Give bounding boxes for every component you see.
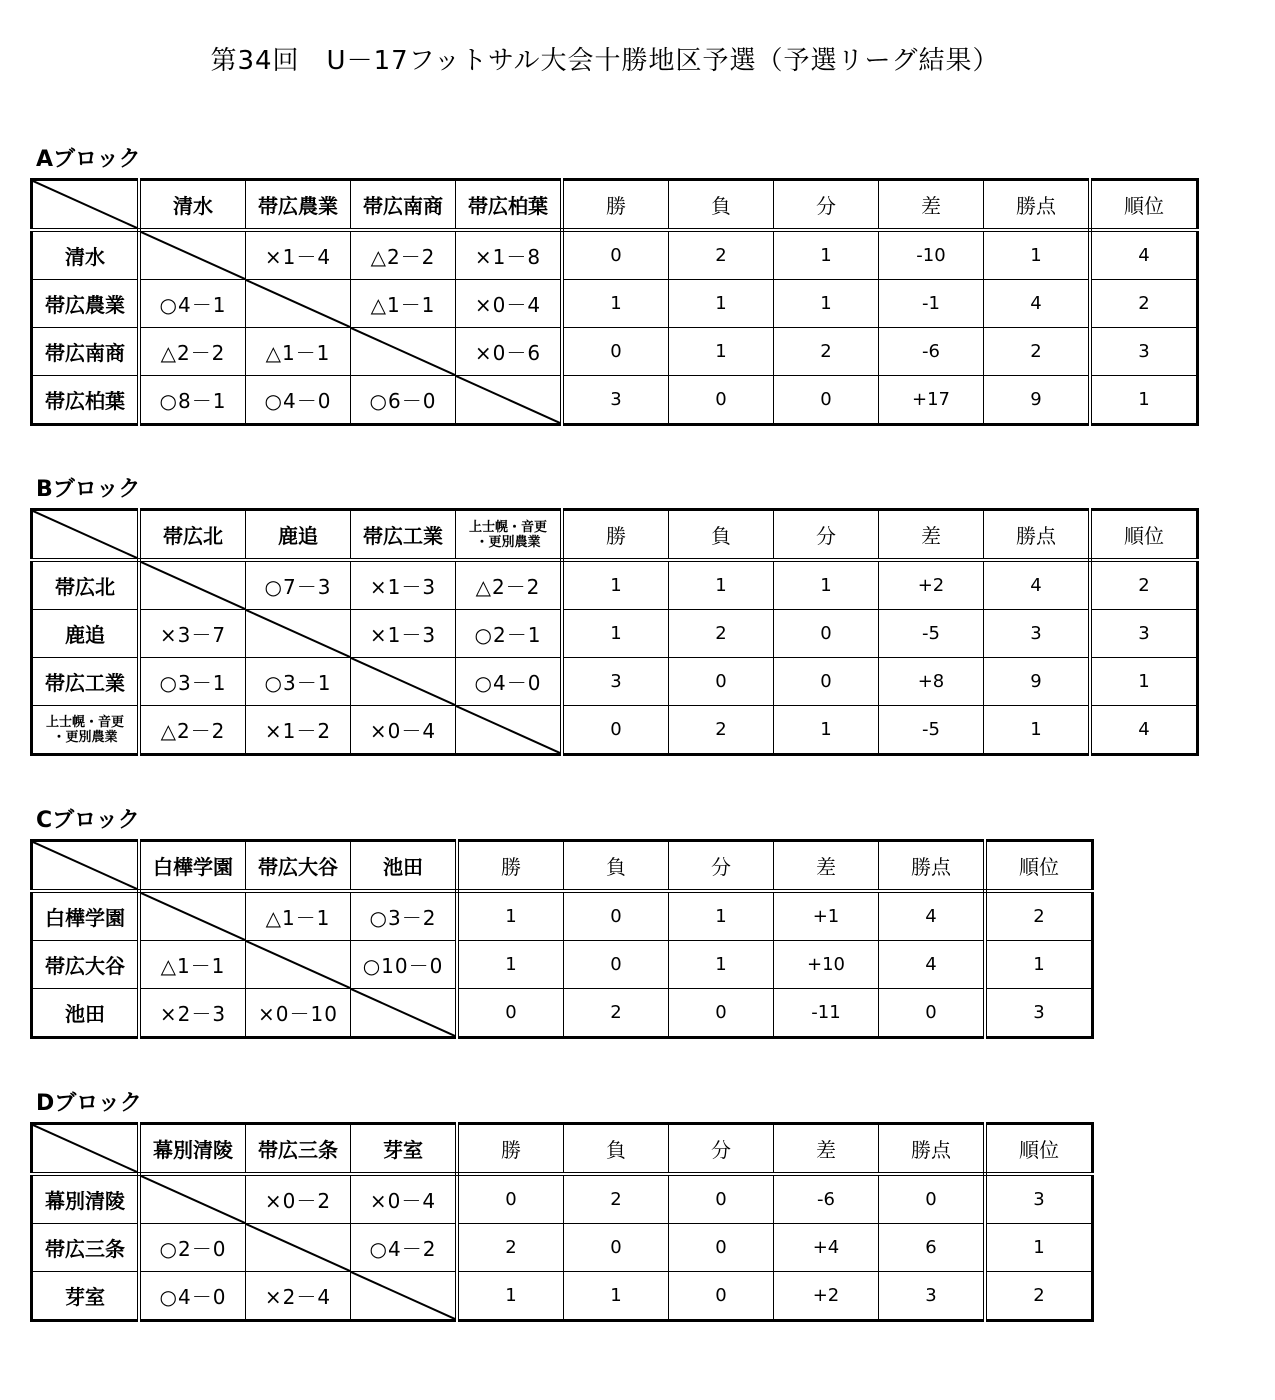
stat-cell: 2: [1090, 560, 1198, 610]
stat-cell: 1: [1090, 658, 1198, 706]
match-result-cell: ○8－1: [139, 376, 246, 425]
match-result-cell: △2－2: [351, 230, 456, 280]
self-match-cell: [139, 891, 246, 941]
self-match-cell: [351, 328, 456, 376]
stat-cell: 1: [669, 280, 774, 328]
table-row: [32, 989, 1093, 1038]
self-match-cell: [351, 989, 458, 1038]
stat-column-header: 勝点: [984, 180, 1091, 231]
stat-cell: 3: [1090, 610, 1198, 658]
stat-column-header: 差: [774, 841, 879, 892]
stat-cell: 1: [985, 941, 1093, 989]
team-row-header: 帯広三条: [32, 1224, 140, 1272]
match-result-cell: △2－2: [139, 328, 246, 376]
stat-cell: 2: [774, 328, 879, 376]
match-result-cell: △1－1: [246, 891, 351, 941]
table-row: [32, 1272, 1093, 1321]
stat-cell: 0: [562, 230, 669, 280]
stat-column-header: 順位: [1090, 510, 1198, 561]
table-corner: [32, 841, 140, 892]
team-row-header: 帯広北: [32, 560, 140, 610]
match-result-cell: ○2－1: [456, 610, 563, 658]
stat-cell: 4: [984, 560, 1091, 610]
stat-cell: 3: [985, 989, 1093, 1038]
table-corner: [32, 510, 140, 561]
stat-cell: 1: [564, 1272, 669, 1321]
match-result-cell: ×2－4: [246, 1272, 351, 1321]
stat-column-header: 分: [774, 180, 879, 231]
team-row-header: 鹿追: [32, 610, 140, 658]
stat-column-header: 勝: [562, 510, 669, 561]
team-row-header: 帯広農業: [32, 280, 140, 328]
stat-cell: 3: [562, 658, 669, 706]
team-name-multiline: 上士幌・音更 ・更別農業: [45, 714, 124, 745]
stat-cell: +4: [774, 1224, 879, 1272]
stat-column-header: 差: [774, 1124, 879, 1175]
stat-cell: +2: [879, 560, 984, 610]
stat-cell: 2: [1090, 280, 1198, 328]
stat-cell: 0: [669, 989, 774, 1038]
stat-cell: +10: [774, 941, 879, 989]
stat-cell: 4: [1090, 706, 1198, 755]
stat-cell: 4: [1090, 230, 1198, 280]
self-match-cell: [139, 560, 246, 610]
match-result-cell: ○3－1: [246, 658, 351, 706]
stat-cell: -6: [879, 328, 984, 376]
team-row-header: 帯広工業: [32, 658, 140, 706]
block-title: Aブロック: [36, 147, 141, 172]
stat-cell: 2: [564, 1174, 669, 1224]
stat-cell: 0: [564, 1224, 669, 1272]
team-column-header: 帯広北: [139, 510, 246, 561]
stat-column-header: 勝点: [879, 1124, 986, 1175]
stat-cell: 1: [774, 706, 879, 755]
team-row-header: 帯広柏葉: [32, 376, 140, 425]
team-column-header: 白樺学園: [139, 841, 246, 892]
match-result-cell: ×0－2: [246, 1174, 351, 1224]
stat-cell: 0: [774, 658, 879, 706]
stat-cell: 0: [457, 989, 564, 1038]
block-d: [30, 1086, 1094, 1322]
stat-column-header: 分: [774, 510, 879, 561]
stat-column-header: 勝点: [879, 841, 986, 892]
stat-column-header: 勝点: [984, 510, 1091, 561]
table-corner: [32, 1124, 140, 1175]
stat-column-header: 負: [564, 1124, 669, 1175]
self-match-cell: [351, 1272, 458, 1321]
stat-cell: 2: [669, 706, 774, 755]
stat-cell: 0: [562, 706, 669, 755]
self-match-cell: [139, 1174, 246, 1224]
stat-cell: 3: [879, 1272, 986, 1321]
stat-cell: 0: [774, 610, 879, 658]
self-match-cell: [351, 658, 456, 706]
match-result-cell: ×1－4: [246, 230, 351, 280]
stat-cell: 3: [985, 1174, 1093, 1224]
table-row: [32, 280, 1198, 328]
match-result-cell: ×1－8: [456, 230, 563, 280]
match-result-cell: ×3－7: [139, 610, 246, 658]
block-title: Bブロック: [36, 477, 141, 502]
stat-column-header: 差: [879, 510, 984, 561]
stat-cell: 2: [669, 230, 774, 280]
table-row: [32, 230, 1198, 280]
table-row: [32, 376, 1198, 425]
team-column-header: 帯広大谷: [246, 841, 351, 892]
self-match-cell: [456, 376, 563, 425]
team-row-header: 幕別清陵: [32, 1174, 140, 1224]
self-match-cell: [246, 941, 351, 989]
stat-cell: 0: [669, 658, 774, 706]
stat-cell: 0: [457, 1174, 564, 1224]
stat-cell: 6: [879, 1224, 986, 1272]
table-row: [32, 941, 1093, 989]
stat-cell: -5: [879, 706, 984, 755]
match-result-cell: △1－1: [139, 941, 246, 989]
match-result-cell: ○2－0: [139, 1224, 246, 1272]
stat-cell: +2: [774, 1272, 879, 1321]
team-row-header: [32, 706, 140, 755]
match-result-cell: ×0－4: [351, 1174, 458, 1224]
stat-cell: 0: [669, 1174, 774, 1224]
match-result-cell: ×1－2: [246, 706, 351, 755]
block-c: [30, 803, 1094, 1039]
match-result-cell: ○4－2: [351, 1224, 458, 1272]
stat-cell: 3: [562, 376, 669, 425]
league-table: [30, 1122, 1094, 1322]
match-result-cell: ×0－4: [351, 706, 456, 755]
match-result-cell: ×1－3: [351, 610, 456, 658]
stat-cell: 1: [562, 560, 669, 610]
table-corner: [32, 180, 140, 231]
stat-cell: 2: [564, 989, 669, 1038]
team-column-header: 帯広農業: [246, 180, 351, 231]
match-result-cell: ○6－0: [351, 376, 456, 425]
self-match-cell: [246, 1224, 351, 1272]
team-row-header: 池田: [32, 989, 140, 1038]
stat-cell: -6: [774, 1174, 879, 1224]
team-column-header: 芽室: [351, 1124, 458, 1175]
stat-cell: -1: [879, 280, 984, 328]
stat-cell: 1: [562, 610, 669, 658]
match-result-cell: ○4－0: [456, 658, 563, 706]
self-match-cell: [246, 610, 351, 658]
stat-cell: 1: [774, 280, 879, 328]
stat-column-header: 分: [669, 1124, 774, 1175]
self-match-cell: [456, 706, 563, 755]
stat-cell: 2: [985, 1272, 1093, 1321]
stat-cell: -5: [879, 610, 984, 658]
stat-cell: 1: [562, 280, 669, 328]
stat-cell: 0: [562, 328, 669, 376]
team-column-header: [456, 510, 563, 561]
stat-cell: 1: [669, 328, 774, 376]
table-row: [32, 658, 1198, 706]
stat-cell: 1: [669, 941, 774, 989]
stat-cell: 2: [457, 1224, 564, 1272]
stat-cell: 1: [669, 891, 774, 941]
stat-cell: 1: [984, 706, 1091, 755]
team-row-header: 帯広大谷: [32, 941, 140, 989]
table-row: [32, 706, 1198, 755]
match-result-cell: ○7－3: [246, 560, 351, 610]
match-result-cell: ○3－2: [351, 891, 458, 941]
stat-cell: 4: [879, 941, 986, 989]
stat-cell: 0: [669, 1272, 774, 1321]
league-table: [30, 839, 1094, 1039]
match-result-cell: ○4－0: [246, 376, 351, 425]
stat-cell: 1: [669, 560, 774, 610]
stat-column-header: 順位: [985, 841, 1093, 892]
match-result-cell: △2－2: [456, 560, 563, 610]
team-column-header: 帯広工業: [351, 510, 456, 561]
stat-column-header: 負: [564, 841, 669, 892]
match-result-cell: △1－1: [246, 328, 351, 376]
match-result-cell: ×0－10: [246, 989, 351, 1038]
stat-cell: 0: [669, 1224, 774, 1272]
stat-column-header: 勝: [457, 841, 564, 892]
block-title: Dブロック: [36, 1091, 142, 1116]
match-result-cell: ○10－0: [351, 941, 458, 989]
stat-cell: +1: [774, 891, 879, 941]
stat-cell: 1: [774, 230, 879, 280]
stat-cell: 1: [774, 560, 879, 610]
self-match-cell: [139, 230, 246, 280]
stat-cell: 2: [984, 328, 1091, 376]
stat-cell: -11: [774, 989, 879, 1038]
stat-cell: 0: [669, 376, 774, 425]
stat-cell: 0: [879, 989, 986, 1038]
stat-cell: 3: [1090, 328, 1198, 376]
stat-cell: 0: [774, 376, 879, 425]
team-row-header: 芽室: [32, 1272, 140, 1321]
stat-cell: 0: [879, 1174, 986, 1224]
team-column-header: 幕別清陵: [139, 1124, 246, 1175]
table-row: [32, 560, 1198, 610]
stat-cell: 1: [457, 1272, 564, 1321]
block-b: [30, 472, 1199, 756]
stat-column-header: 勝: [457, 1124, 564, 1175]
match-result-cell: ×0－6: [456, 328, 563, 376]
stat-cell: 4: [984, 280, 1091, 328]
stat-cell: 1: [984, 230, 1091, 280]
stat-column-header: 差: [879, 180, 984, 231]
stat-column-header: 順位: [985, 1124, 1093, 1175]
stat-cell: +8: [879, 658, 984, 706]
stat-cell: 0: [564, 941, 669, 989]
page-title: 第34回 U－17フットサル大会十勝地区予選（予選リーグ結果）: [210, 46, 1000, 76]
team-column-header: 池田: [351, 841, 458, 892]
table-row: [32, 891, 1093, 941]
team-row-header: 清水: [32, 230, 140, 280]
match-result-cell: ×1－3: [351, 560, 456, 610]
self-match-cell: [246, 280, 351, 328]
stat-column-header: 負: [669, 180, 774, 231]
stat-cell: 1: [457, 891, 564, 941]
team-column-header: 清水: [139, 180, 246, 231]
stat-cell: 2: [669, 610, 774, 658]
stat-column-header: 勝: [562, 180, 669, 231]
table-row: [32, 610, 1198, 658]
team-row-header: 白樺学園: [32, 891, 140, 941]
table-row: [32, 1224, 1093, 1272]
match-result-cell: ○4－1: [139, 280, 246, 328]
match-result-cell: △2－2: [139, 706, 246, 755]
match-result-cell: △1－1: [351, 280, 456, 328]
block-title: Cブロック: [36, 808, 140, 833]
table-row: [32, 1174, 1093, 1224]
team-name-multiline: 上士幌・音更 ・更別農業: [468, 519, 547, 550]
stat-cell: 0: [564, 891, 669, 941]
team-column-header: 帯広南商: [351, 180, 456, 231]
stat-cell: 1: [985, 1224, 1093, 1272]
stat-cell: 4: [879, 891, 986, 941]
stat-cell: -10: [879, 230, 984, 280]
team-column-header: 鹿追: [246, 510, 351, 561]
team-column-header: 帯広柏葉: [456, 180, 563, 231]
league-table: [30, 178, 1199, 426]
stat-cell: 9: [984, 376, 1091, 425]
match-result-cell: ○4－0: [139, 1272, 246, 1321]
match-result-cell: ×0－4: [456, 280, 563, 328]
match-result-cell: ○3－1: [139, 658, 246, 706]
match-result-cell: ×2－3: [139, 989, 246, 1038]
stat-cell: 2: [985, 891, 1093, 941]
stat-column-header: 負: [669, 510, 774, 561]
stat-cell: 1: [1090, 376, 1198, 425]
stat-column-header: 分: [669, 841, 774, 892]
stat-cell: 9: [984, 658, 1091, 706]
block-a: [30, 142, 1199, 426]
team-row-header: 帯広南商: [32, 328, 140, 376]
team-column-header: 帯広三条: [246, 1124, 351, 1175]
stat-cell: +17: [879, 376, 984, 425]
table-row: [32, 328, 1198, 376]
stat-cell: 1: [457, 941, 564, 989]
league-table: [30, 508, 1199, 756]
stat-cell: 3: [984, 610, 1091, 658]
stat-column-header: 順位: [1090, 180, 1198, 231]
